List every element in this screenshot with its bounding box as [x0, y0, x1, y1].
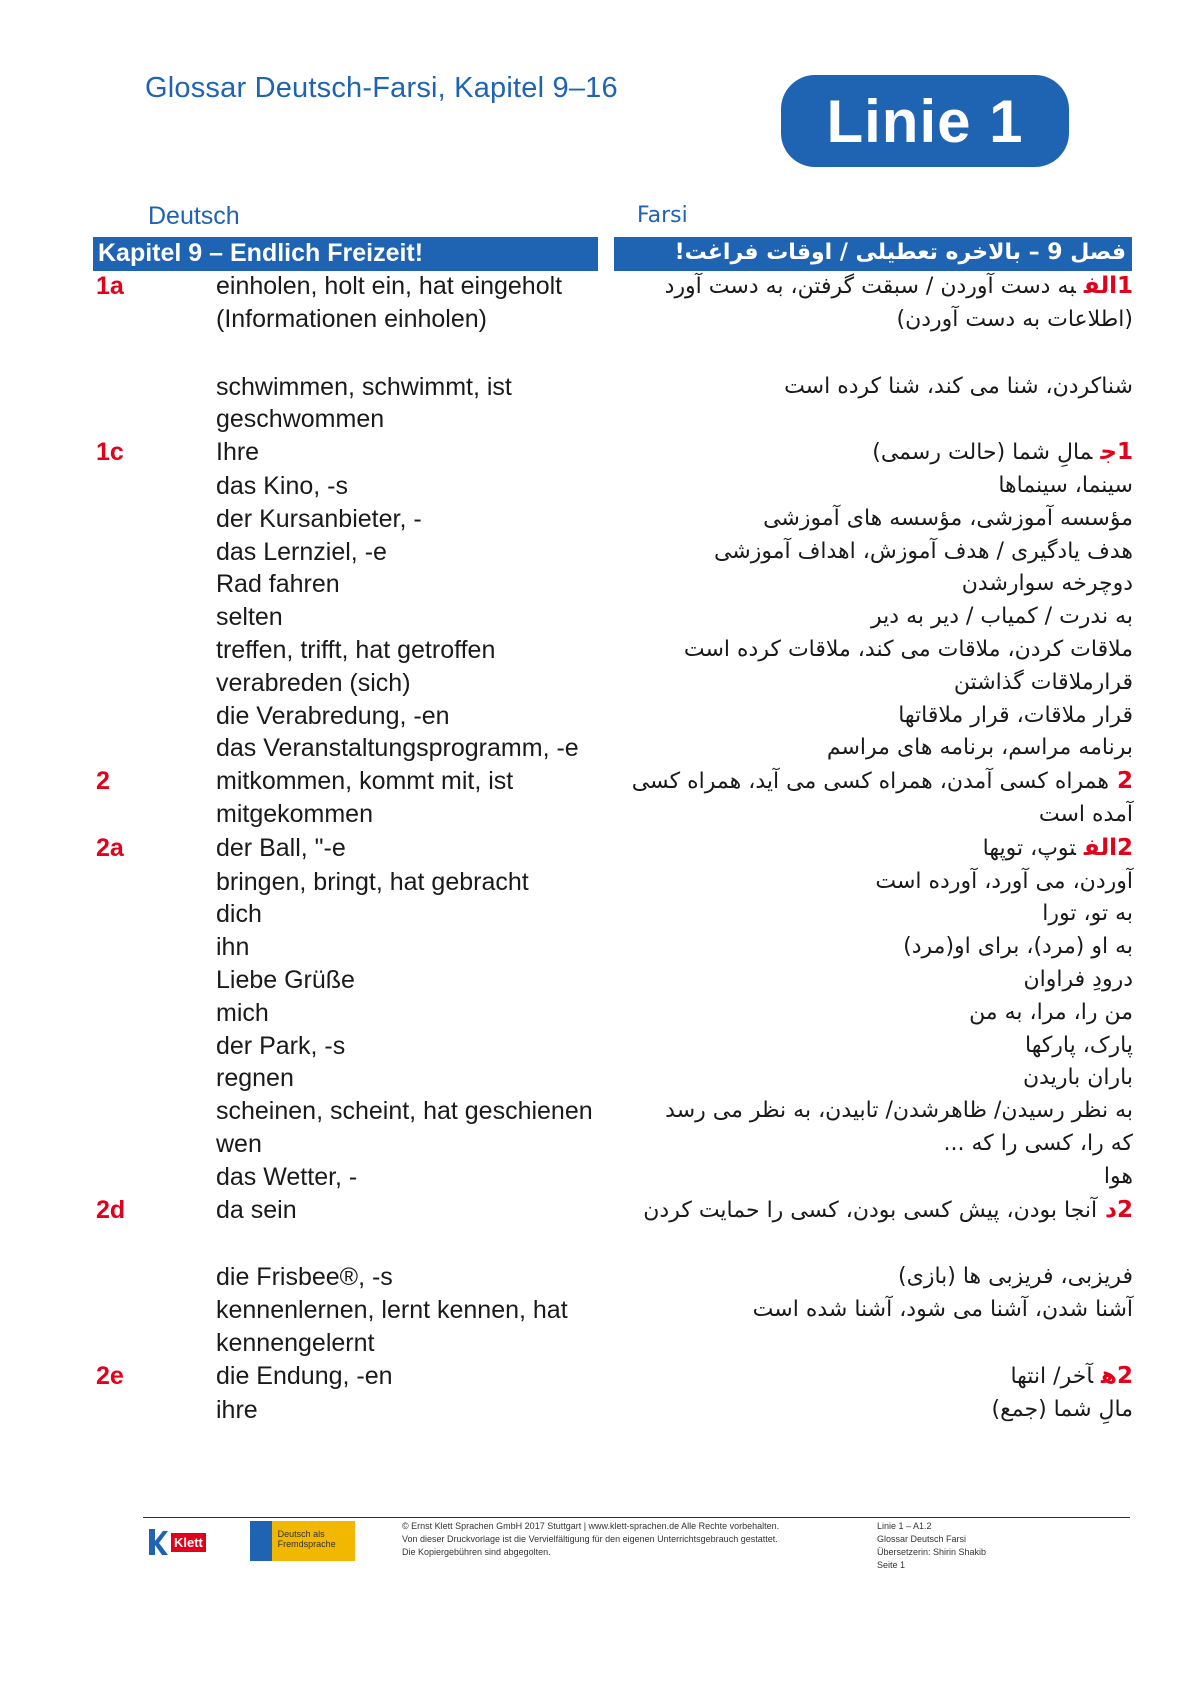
- entry-spacer: [93, 337, 1133, 371]
- footer-copyright: © Ernst Klett Sprachen GmbH 2017 Stuttgart | www.klett-sprachen.de Alle Rechte vorbehalten. Von dieser Druckvorlage ist die Vervielfältigung für den eigenen Unterrichtsgebrauch gestattet. Die Kopiergebühren sind abgegolten.: [402, 1521, 780, 1557]
- klett-wordmark: Klett: [171, 1533, 206, 1552]
- farsi-translation: [611, 964, 1133, 997]
- farsi-text: مالِ شما (جمع): [991, 1396, 1133, 1422]
- german-term: scheinen, scheint, hat geschienen: [216, 1097, 593, 1126]
- german-term: die Endung, -en: [216, 1361, 393, 1390]
- glossary-entry: [93, 866, 1133, 899]
- farsi-translation: [611, 568, 1133, 601]
- farsi-translation: [611, 667, 1133, 700]
- glossary-entry: [93, 1261, 1133, 1294]
- glossary-entry: [93, 732, 1133, 765]
- german-term: Ihre: [216, 438, 260, 467]
- farsi-text: فریزبی، فریزبی ها (بازی): [898, 1264, 1133, 1290]
- german-term: schwimmen, schwimmt, ist geschwommen: [216, 372, 512, 434]
- farsi-text: ملاقات کردن، ملاقات می کند، ملاقات کرده است: [683, 636, 1133, 662]
- farsi-translation: [611, 898, 1133, 931]
- farsi-translation: [611, 1062, 1133, 1095]
- farsi-translation: [611, 765, 1133, 832]
- farsi-text: باران باریدن: [1023, 1065, 1133, 1091]
- farsi-translation: [611, 270, 1133, 337]
- glossary-entry: [93, 1030, 1133, 1063]
- farsi-translation: [611, 997, 1133, 1030]
- german-term: die Frisbee®, -s: [216, 1263, 393, 1292]
- farsi-text: آشنا شدن، آشنا می شود، آشنا شده است: [752, 1297, 1133, 1323]
- farsi-translation: [611, 1194, 1133, 1228]
- chapter-heading-de: Kapitel 9 – Endlich Freizeit!: [93, 237, 598, 271]
- column-header-farsi: Farsi: [637, 203, 688, 228]
- glossary-entry: [93, 371, 1133, 437]
- farsi-text: شناکردن، شنا می کند، شنا کرده است: [784, 373, 1133, 399]
- farsi-section-number: 2: [1116, 768, 1133, 795]
- farsi-section-number: 2الف: [1083, 834, 1133, 861]
- glossary-entry: [93, 765, 1133, 832]
- german-term: mich: [216, 998, 269, 1027]
- farsi-text: به ندرت / کمیاب / دیر به دیر: [871, 604, 1133, 630]
- farsi-text: به نظر رسیدن/ ظاهرشدن/ تابیدن، به نظر می رسد: [665, 1098, 1133, 1124]
- farsi-translation: [611, 1360, 1133, 1394]
- footer-book: Linie 1 – A1.2: [877, 1521, 932, 1531]
- german-term: der Ball, "-e: [216, 833, 346, 862]
- glossary-entry: [93, 536, 1133, 569]
- glossary-entry: [93, 1360, 1133, 1394]
- german-term: ihn: [216, 933, 250, 962]
- linie1-logo: Linie 1: [781, 75, 1069, 167]
- farsi-text: قرار ملاقات، قرار ملاقاتها: [898, 702, 1133, 728]
- glossary-entry: [93, 503, 1133, 536]
- german-term: einholen, holt ein, hat eingeholt (Informationen einholen): [216, 272, 563, 333]
- german-term: mitkommen, kommt mit, ist mitgekommen: [216, 767, 514, 828]
- section-number: 1c: [96, 438, 124, 467]
- farsi-translation: [611, 1128, 1133, 1161]
- entry-spacer: [93, 1227, 1133, 1261]
- footer-info: [877, 1520, 1077, 1572]
- glossary-entry: [93, 1394, 1133, 1427]
- glossary-entry: [93, 1161, 1133, 1194]
- german-term: das Wetter, -: [216, 1162, 358, 1191]
- farsi-text: به تو، تورا: [1042, 901, 1133, 927]
- farsi-translation: [611, 536, 1133, 569]
- farsi-translation: [611, 634, 1133, 667]
- german-term: selten: [216, 603, 283, 632]
- farsi-text: برنامه مراسم، برنامه های مراسم: [826, 735, 1133, 761]
- farsi-translation: [611, 1095, 1133, 1128]
- farsi-text: هوا: [1103, 1163, 1133, 1189]
- glossary-entry: [93, 964, 1133, 997]
- footer-page: Seite 1: [877, 1560, 906, 1570]
- section-number: 2: [96, 767, 110, 796]
- footer-glossar: Glossar Deutsch Farsi: [877, 1534, 967, 1544]
- farsi-text: دوچرخه سوارشدن: [961, 571, 1133, 597]
- farsi-text: آخر/ انتها: [1010, 1363, 1094, 1389]
- farsi-text: مؤسسه آموزشی، مؤسسه های آموزشی: [763, 505, 1133, 531]
- footer-divider: [143, 1517, 1130, 1518]
- farsi-text: آنجا بودن، پیش کسی بودن، کسی را حمایت کردن: [643, 1197, 1098, 1223]
- document-title: Glossar Deutsch-Farsi, Kapitel 9–16: [145, 72, 618, 104]
- farsi-translation: [611, 866, 1133, 899]
- farsi-translation: [611, 1261, 1133, 1294]
- german-term: dich: [216, 900, 262, 929]
- farsi-translation: [611, 1294, 1133, 1327]
- daf-logo-text: Deutsch als Fremdsprache: [277, 1529, 336, 1549]
- farsi-translation: [611, 371, 1133, 404]
- farsi-translation: [611, 931, 1133, 964]
- farsi-text: که را، کسی را که ...: [943, 1130, 1133, 1156]
- german-term: das Veranstaltungsprogramm, -e: [216, 734, 579, 763]
- farsi-text: قرارملاقات گذاشتن: [953, 669, 1133, 695]
- glossary-entry: [93, 700, 1133, 733]
- german-term: Rad fahren: [216, 570, 340, 599]
- glossary-entry: [93, 436, 1133, 470]
- farsi-text: توپ، توپها: [982, 835, 1076, 861]
- german-term: kennenlernen, lernt kennen, hat kennengelernt: [216, 1296, 568, 1357]
- glossary-entry: [93, 568, 1133, 601]
- farsi-text: به دست آوردن / سبقت گرفتن، به دست آورد (اطلاعات به دست آوردن): [664, 274, 1133, 332]
- farsi-text: مالِ شما (حالت رسمی): [872, 440, 1093, 466]
- farsi-translation: [611, 1394, 1133, 1427]
- german-term: treffen, trifft, hat getroffen: [216, 635, 496, 664]
- farsi-text: درودِ فراوان: [1023, 966, 1133, 992]
- german-term: ihre: [216, 1395, 258, 1424]
- farsi-text: همراه کسی آمدن، همراه کسی می آید، همراه کسی آمده است: [631, 769, 1133, 827]
- glossary-entry: [93, 1194, 1133, 1228]
- german-term: verabreden (sich): [216, 668, 411, 697]
- column-header-deutsch: Deutsch: [148, 202, 240, 230]
- farsi-translation: [611, 1030, 1133, 1063]
- farsi-translation: [611, 700, 1133, 733]
- glossary-entry: [93, 634, 1133, 667]
- farsi-translation: [611, 732, 1133, 765]
- farsi-text: من را، مرا، به من: [969, 999, 1133, 1025]
- german-term: das Lernziel, -e: [216, 537, 387, 566]
- glossary-entry: [93, 1128, 1133, 1161]
- glossary-entry: [93, 898, 1133, 931]
- german-term: wen: [216, 1129, 262, 1158]
- farsi-translation: [611, 436, 1133, 470]
- section-number: 2d: [96, 1195, 126, 1224]
- glossary-entry: [93, 601, 1133, 634]
- footer-translator: Übersetzerin: Shirin Shakib: [877, 1547, 987, 1557]
- glossary-entry: [93, 667, 1133, 700]
- chapter-heading-fa: فصل 9 – بالاخره تعطیلی / اوقات فراغت!: [614, 237, 1132, 271]
- german-term: der Kursanbieter, -: [216, 504, 422, 533]
- german-term: der Park, -s: [216, 1031, 346, 1060]
- german-term: bringen, bringt, hat gebracht: [216, 867, 529, 896]
- german-term: da sein: [216, 1195, 297, 1224]
- farsi-section-number: 1ج: [1100, 439, 1133, 466]
- farsi-text: به او (مرد)، برای او(مرد): [903, 934, 1133, 960]
- daf-logo-stripe: [250, 1521, 272, 1561]
- glossary-entry: [93, 470, 1133, 503]
- glossary-entry: [93, 1062, 1133, 1095]
- section-number: 2e: [96, 1361, 124, 1390]
- glossary-entry: [93, 1294, 1133, 1360]
- farsi-text: هدف یادگیری / هدف آموزش، اهداف آموزشی: [713, 538, 1133, 564]
- section-number: 2a: [96, 833, 124, 862]
- farsi-translation: [611, 503, 1133, 536]
- glossary-entry: [93, 997, 1133, 1030]
- farsi-translation: [611, 832, 1133, 866]
- section-number: 1a: [96, 272, 124, 300]
- farsi-text: پارک، پارکها: [1024, 1032, 1133, 1058]
- german-term: Liebe Grüße: [216, 965, 355, 994]
- farsi-translation: [611, 601, 1133, 634]
- glossary-entry: [93, 1095, 1133, 1128]
- german-term: das Kino, -s: [216, 471, 349, 500]
- farsi-section-number: 2ه: [1101, 1362, 1133, 1389]
- farsi-section-number: 1الف: [1083, 273, 1133, 299]
- farsi-text: آوردن، می آورد، آورده است: [875, 868, 1133, 894]
- glossary-list: [93, 270, 1133, 1426]
- daf-logo: [250, 1521, 355, 1561]
- glossary-entry: [93, 931, 1133, 964]
- klett-logo: [145, 1522, 213, 1562]
- farsi-translation: [611, 1161, 1133, 1194]
- glossary-entry: [93, 832, 1133, 866]
- farsi-section-number: 2د: [1105, 1196, 1133, 1223]
- klett-mark-icon: [145, 1525, 169, 1559]
- glossary-entry: [93, 270, 1133, 337]
- farsi-translation: [611, 470, 1133, 503]
- german-term: die Verabredung, -en: [216, 701, 450, 730]
- german-term: regnen: [216, 1064, 294, 1093]
- farsi-text: سینما، سینماها: [998, 472, 1133, 498]
